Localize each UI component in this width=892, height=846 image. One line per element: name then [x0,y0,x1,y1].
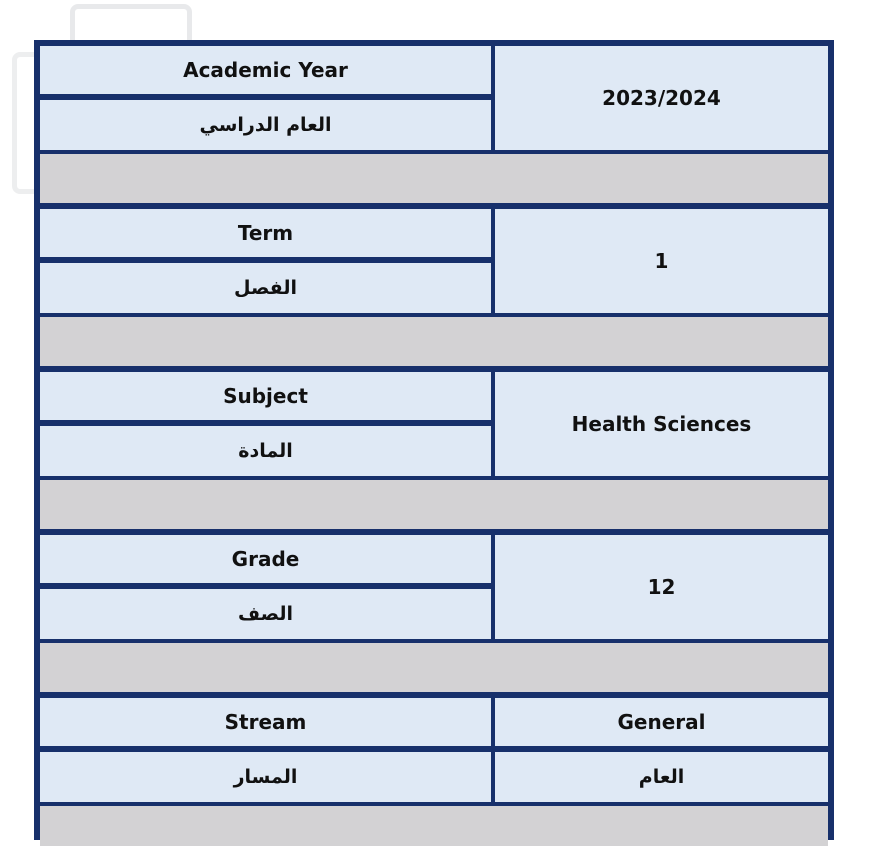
stream-value-ar: العام [495,752,828,802]
subject-label-ar: المادة [40,426,491,476]
term-value: 1 [495,209,828,313]
subject-value: Health Sciences [495,372,828,476]
academic-year-label-ar: العام الدراسي [40,100,491,150]
stream-value-en: General [495,698,828,746]
row-separator [40,317,828,366]
row-separator [40,806,828,846]
stream-label-ar: المسار [40,752,491,802]
row-separator [40,480,828,529]
term-label-en: Term [40,209,491,257]
grade-value: 12 [495,535,828,639]
row-separator [40,154,828,203]
row-separator [40,643,828,692]
stream-label-en: Stream [40,698,491,746]
grade-label-ar: الصف [40,589,491,639]
academic-year-value: 2023/2024 [495,46,828,150]
grade-label-en: Grade [40,535,491,583]
term-label-ar: الفصل [40,263,491,313]
info-table [34,40,834,840]
academic-year-label-en: Academic Year [40,46,491,94]
subject-label-en: Subject [40,372,491,420]
